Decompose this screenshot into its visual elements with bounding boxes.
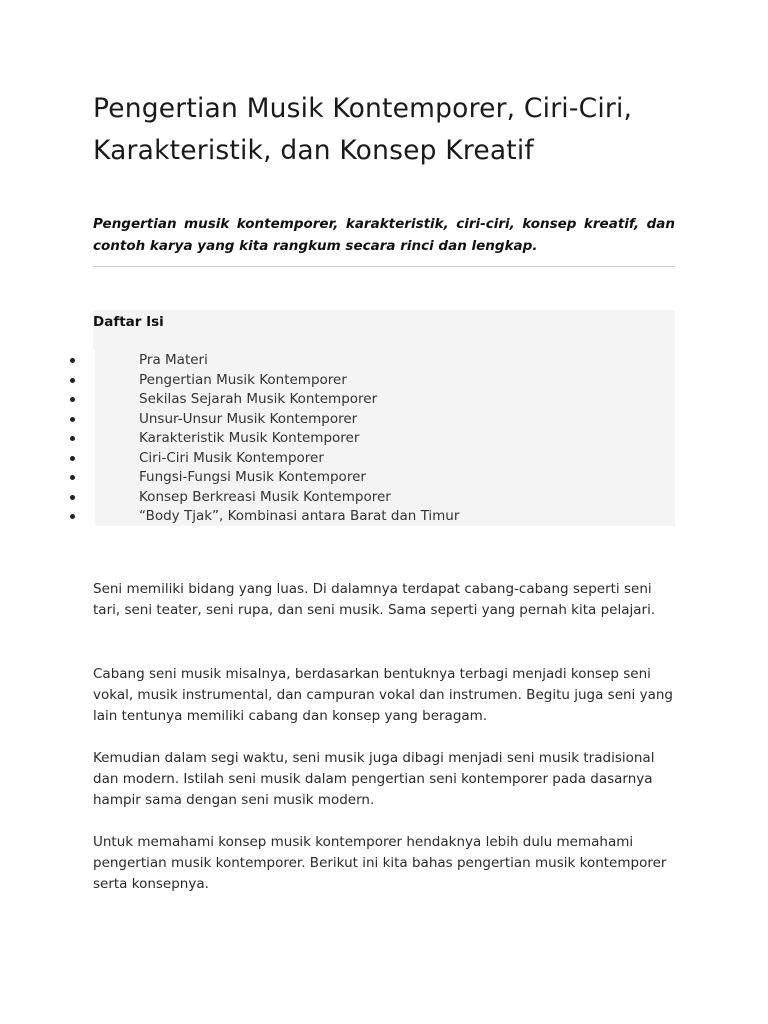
bullet-icon	[70, 495, 75, 500]
toc-item-label[interactable]: Konsep Berkreasi Musik Kontemporer	[139, 488, 391, 505]
body-paragraph: Seni memiliki bidang yang luas. Di dalamnya terdapat cabang-cabang seperti seni tari, seni teater, seni rupa, dan seni musik. Sama seperti yang pernah kita pelajari.	[93, 581, 656, 618]
toc-item-label[interactable]: Ciri-Ciri Musik Kontemporer	[139, 449, 324, 466]
toc-item[interactable]	[0, 507, 768, 527]
toc-item[interactable]	[0, 390, 768, 410]
article-subtitle: Pengertian musik kontemporer, karakteristik, ciri-ciri, konsep kreatif, dan contoh karya yang kita rangkum secara rinci dan lengkap.	[93, 216, 675, 254]
bullet-icon	[70, 417, 75, 422]
toc-item[interactable]	[0, 410, 768, 430]
toc-item-label[interactable]: “Body Tjak”, Kombinasi antara Barat dan Timur	[139, 508, 460, 524]
bullet-icon	[70, 397, 75, 402]
toc-list	[0, 351, 768, 527]
bullet-icon	[70, 358, 75, 363]
toc-item-label[interactable]: Fungsi-Fungsi Musik Kontemporer	[139, 469, 366, 485]
article-title: Pengertian Musik Kontemporer, Ciri-Ciri, Karakteristik, dan Konsep Kreatif	[93, 93, 633, 166]
bullet-icon	[70, 456, 75, 461]
bullet-icon	[70, 514, 75, 519]
toc-item[interactable]	[0, 371, 768, 391]
toc-item[interactable]	[0, 429, 768, 449]
body-paragraph: Cabang seni musik misalnya, berdasarkan bentuknya terbagi menjadi konsep seni vokal, musik instrumental, dan campuran vokal dan instrumen. Begitu juga seni yang lain tentunya memiliki cabang dan konsep yang beragam.	[93, 666, 673, 724]
body-paragraph: Untuk memahami konsep musik kontemporer hendaknya lebih dulu memahami pengertian musik kontemporer. Berikut ini kita bahas pengertian musik kontemporer serta konsepnya.	[93, 834, 667, 892]
divider	[93, 266, 675, 267]
bullet-icon	[70, 436, 75, 441]
toc-item-label[interactable]: Pengertian Musik Kontemporer	[139, 371, 347, 388]
bullet-icon	[70, 475, 75, 480]
body-paragraph: Kemudian dalam segi waktu, seni musik juga dibagi menjadi seni musik tradisional dan modern. Istilah seni musik dalam pengertian seni kontemporer pada dasarnya hampir sama dengan seni musik modern.	[93, 750, 655, 808]
toc-item-label[interactable]: Unsur-Unsur Musik Kontemporer	[139, 410, 358, 427]
bullet-icon	[70, 378, 75, 383]
toc-title: Daftar Isi	[93, 314, 164, 330]
toc-item-label[interactable]: Sekilas Sejarah Musik Kontemporer	[139, 391, 378, 407]
toc-item[interactable]	[0, 468, 768, 488]
toc-item[interactable]	[0, 449, 768, 469]
toc-item-label[interactable]: Karakteristik Musik Kontemporer	[139, 430, 360, 446]
toc-item[interactable]	[0, 488, 768, 508]
toc-item[interactable]	[0, 351, 768, 371]
toc-item-label[interactable]: Pra Materi	[139, 352, 208, 368]
